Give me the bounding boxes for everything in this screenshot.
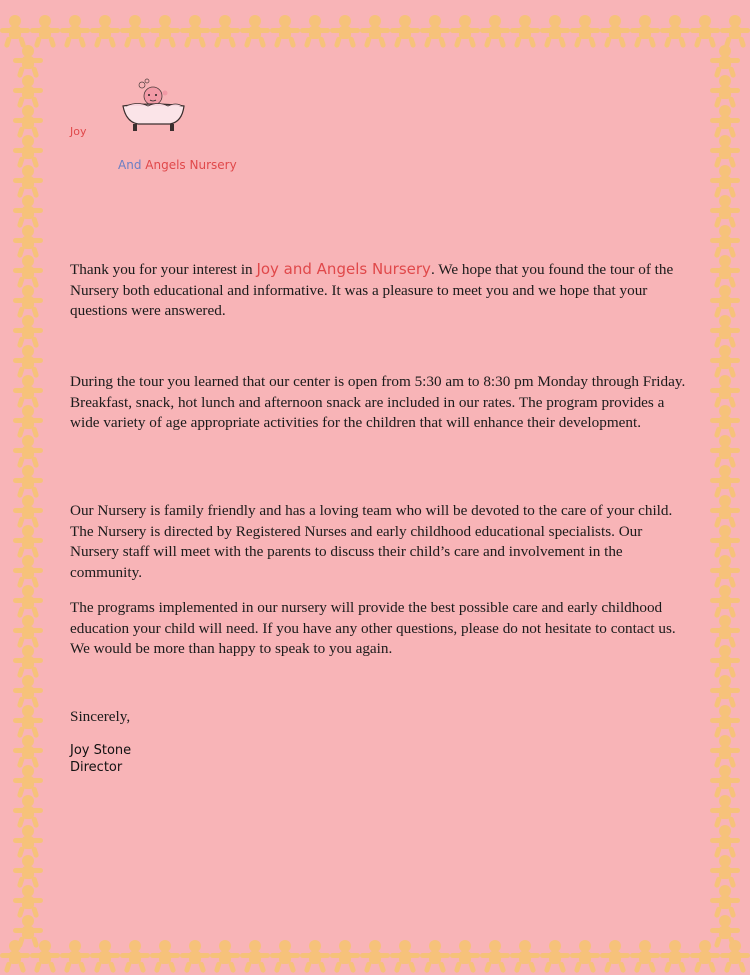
gingerbread-man-icon	[180, 15, 210, 48]
gingerbread-man-icon	[710, 315, 740, 348]
paragraph-3: Our Nursery is family friendly and has a loving team who will be devoted to the care of your child. The Nursery is directed by Registered Nurses and early childhood educational specialists. Our Nursery staff will meet with the parents to discuss their child’s care and involvement in the community.	[70, 502, 673, 581]
gingerbread-man-icon	[600, 15, 630, 48]
gingerbread-man-icon	[60, 940, 90, 973]
gingerbread-man-icon	[710, 75, 740, 108]
gingerbread-man-icon	[13, 525, 43, 558]
gingerbread-man-icon	[13, 435, 43, 468]
gingerbread-man-icon	[420, 940, 450, 973]
gingerbread-man-icon	[710, 705, 740, 738]
gingerbread-man-icon	[13, 45, 43, 78]
gingerbread-man-icon	[710, 795, 740, 828]
baby-in-bathtub-icon	[118, 76, 188, 136]
logo-joy-text: Joy	[70, 125, 87, 138]
gingerbread-man-icon	[450, 940, 480, 973]
gingerbread-man-icon	[60, 15, 90, 48]
paragraph-1-highlight: Joy and Angels Nursery	[256, 260, 431, 278]
gingerbread-man-icon	[660, 15, 690, 48]
gingerbread-man-icon	[710, 645, 740, 678]
gingerbread-man-icon	[13, 465, 43, 498]
gingerbread-man-icon	[630, 940, 660, 973]
gingerbread-man-icon	[270, 940, 300, 973]
gingerbread-man-icon	[13, 675, 43, 708]
gingerbread-man-icon	[690, 940, 720, 973]
gingerbread-man-icon	[480, 15, 510, 48]
gingerbread-man-icon	[360, 15, 390, 48]
gingerbread-man-icon	[13, 585, 43, 618]
gingerbread-man-icon	[690, 15, 720, 48]
gingerbread-man-icon	[710, 225, 740, 258]
gingerbread-man-icon	[300, 15, 330, 48]
paragraph-2: During the tour you learned that our center is open from 5:30 am to 8:30 pm Monday through Friday. Breakfast, snack, hot lunch and afternoon snack are included in our rates. The program provides a wide variety of age appropriate activities for the children that will enhance their development.	[70, 373, 686, 431]
signature-title: Director	[70, 760, 123, 775]
gingerbread-man-icon	[13, 645, 43, 678]
gingerbread-man-icon	[660, 940, 690, 973]
gingerbread-man-icon	[13, 705, 43, 738]
gingerbread-man-icon	[710, 195, 740, 228]
gingerbread-man-icon	[13, 135, 43, 168]
gingerbread-man-icon	[13, 345, 43, 378]
gingerbread-man-icon	[300, 940, 330, 973]
paragraph-1	[70, 259, 695, 322]
gingerbread-man-icon	[150, 940, 180, 973]
gingerbread-man-icon	[710, 525, 740, 558]
gingerbread-man-icon	[710, 165, 740, 198]
gingerbread-man-icon	[13, 765, 43, 798]
gingerbread-man-icon	[710, 585, 740, 618]
gingerbread-man-icon	[13, 255, 43, 288]
gingerbread-man-icon	[710, 105, 740, 138]
gingerbread-man-icon	[390, 15, 420, 48]
gingerbread-man-icon	[710, 615, 740, 648]
gingerbread-man-icon	[13, 105, 43, 138]
gingerbread-man-icon	[120, 940, 150, 973]
signature-name: Joy Stone	[70, 743, 132, 758]
gingerbread-man-icon	[13, 405, 43, 438]
gingerbread-man-icon	[710, 855, 740, 888]
gingerbread-man-icon	[710, 345, 740, 378]
gingerbread-man-icon	[710, 735, 740, 768]
gingerbread-man-icon	[600, 940, 630, 973]
gingerbread-man-icon	[540, 15, 570, 48]
gingerbread-man-icon	[13, 285, 43, 318]
gingerbread-man-icon	[240, 940, 270, 973]
gingerbread-man-icon	[710, 675, 740, 708]
gingerbread-man-icon	[710, 135, 740, 168]
gingerbread-man-icon	[710, 285, 740, 318]
logo-angels-text	[118, 158, 237, 172]
gingerbread-man-icon	[710, 495, 740, 528]
gingerbread-man-icon	[13, 225, 43, 258]
gingerbread-man-icon	[510, 15, 540, 48]
gingerbread-man-icon	[510, 940, 540, 973]
gingerbread-man-icon	[710, 465, 740, 498]
gingerbread-man-icon	[0, 940, 30, 973]
gingerbread-man-icon	[13, 855, 43, 888]
gingerbread-man-icon	[30, 15, 60, 48]
gingerbread-man-icon	[390, 940, 420, 973]
gingerbread-man-icon	[13, 735, 43, 768]
gingerbread-man-icon	[13, 315, 43, 348]
gingerbread-man-icon	[330, 940, 360, 973]
paragraph-4: The programs implemented in our nursery will provide the best possible care and early childhood education your child will need. If you have any other questions, please do not hesitate to contact us. We would be more than happy to speak to you again.	[70, 599, 676, 657]
gingerbread-man-icon	[710, 255, 740, 288]
gingerbread-man-icon	[710, 435, 740, 468]
gingerbread-man-icon	[13, 915, 43, 948]
gingerbread-man-icon	[13, 495, 43, 528]
gingerbread-man-icon	[210, 15, 240, 48]
gingerbread-man-icon	[270, 15, 300, 48]
gingerbread-man-icon	[710, 915, 740, 948]
gingerbread-man-icon	[13, 555, 43, 588]
paragraph-1-rest: . We hope that you found the tour of the Nursery both educational and informative. It was a pleasure to meet you and we hope that your questions were answered.	[70, 261, 674, 319]
gingerbread-man-icon	[13, 885, 43, 918]
gingerbread-man-icon	[0, 15, 30, 48]
gingerbread-man-icon	[240, 15, 270, 48]
gingerbread-man-icon	[480, 940, 510, 973]
gingerbread-man-icon	[13, 75, 43, 108]
gingerbread-man-icon	[570, 15, 600, 48]
closing: Sincerely,	[70, 708, 131, 725]
gingerbread-man-icon	[570, 940, 600, 973]
gingerbread-man-icon	[13, 165, 43, 198]
logo-and-text: And	[118, 158, 142, 172]
gingerbread-man-icon	[13, 825, 43, 858]
gingerbread-man-icon	[540, 940, 570, 973]
gingerbread-man-icon	[30, 940, 60, 973]
gingerbread-man-icon	[710, 555, 740, 588]
gingerbread-man-icon	[13, 795, 43, 828]
gingerbread-man-icon	[360, 940, 390, 973]
gingerbread-man-icon	[420, 15, 450, 48]
gingerbread-man-icon	[330, 15, 360, 48]
gingerbread-man-icon	[180, 940, 210, 973]
gingerbread-man-icon	[13, 195, 43, 228]
logo-angels-nursery-text: Angels Nursery	[145, 158, 237, 172]
gingerbread-man-icon	[120, 15, 150, 48]
gingerbread-man-icon	[150, 15, 180, 48]
gingerbread-man-icon	[13, 375, 43, 408]
gingerbread-man-icon	[710, 375, 740, 408]
gingerbread-man-icon	[90, 940, 120, 973]
gingerbread-man-icon	[710, 765, 740, 798]
gingerbread-man-icon	[630, 15, 660, 48]
gingerbread-man-icon	[210, 940, 240, 973]
gingerbread-man-icon	[710, 885, 740, 918]
gingerbread-man-icon	[710, 45, 740, 78]
gingerbread-man-icon	[720, 15, 750, 48]
gingerbread-man-icon	[90, 15, 120, 48]
gingerbread-man-icon	[710, 825, 740, 858]
gingerbread-man-icon	[720, 940, 750, 973]
gingerbread-man-icon	[450, 15, 480, 48]
gingerbread-man-icon	[710, 405, 740, 438]
signature-block	[70, 742, 131, 776]
paragraph-1-intro: Thank you for your interest in	[70, 261, 257, 278]
gingerbread-man-icon	[13, 615, 43, 648]
